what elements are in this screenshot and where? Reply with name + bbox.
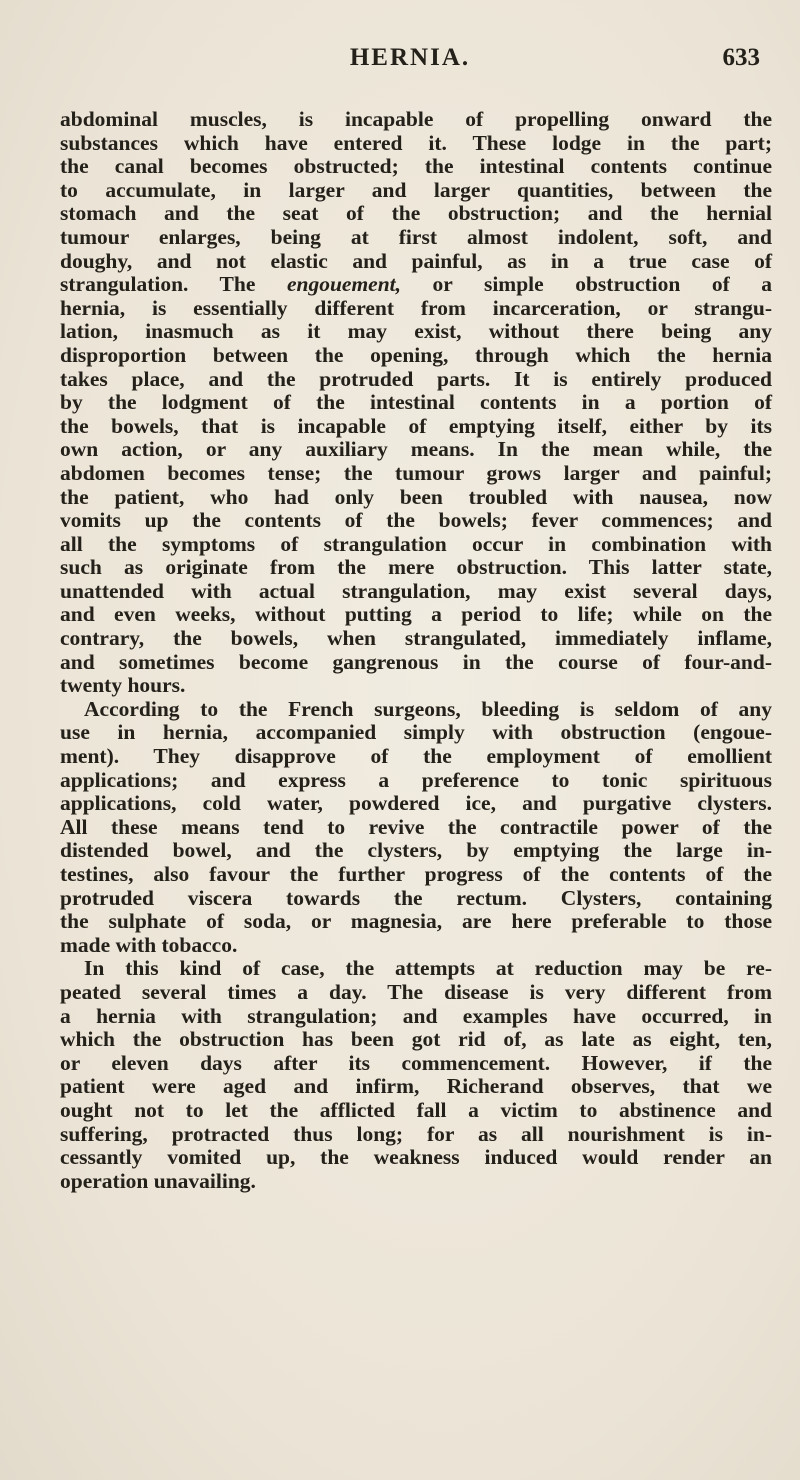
text-line: lation, inasmuch as it may exist, without there being any — [60, 319, 772, 344]
text-line: disproportion between the opening, through which the hernia — [60, 342, 772, 367]
text-line: patient were aged and infirm, Richerand observes, that we — [60, 1074, 772, 1099]
text-line: According to the French surgeons, bleeding is seldom of any — [84, 696, 772, 721]
text-line: and sometimes become gangrenous in the course of four-and- — [60, 649, 772, 674]
text-line: the canal becomes obstructed; the intestinal contents continue — [60, 154, 772, 179]
running-head — [60, 44, 760, 84]
body-text — [60, 108, 772, 1193]
text-line: cessantly vomited up, the weakness induced would render an — [60, 1145, 772, 1170]
italic-term: engouement, — [286, 272, 402, 297]
text-line: suffering, protracted thus long; for as all nourishment is in- — [60, 1121, 772, 1146]
text-line: operation unavailing. — [60, 1168, 256, 1193]
text-line: abdomen becomes tense; the tumour grows larger and painful; — [60, 460, 772, 485]
text-line: to accumulate, in larger and larger quantities, between the — [60, 177, 772, 202]
text-line: ment). They disapprove of the employment of emollient — [60, 744, 772, 769]
text-line: testines, also favour the further progress of the contents of the — [60, 862, 772, 886]
text-line: applications, cold water, powdered ice, and purgative clysters. — [60, 791, 772, 816]
page-number: 633 — [722, 44, 760, 71]
text-line: use in hernia, accompanied simply with obstruction (engoue- — [60, 720, 772, 745]
text-line: substances which have entered it. These lodge in the part; — [60, 130, 772, 155]
text-line: the bowels, that is incapable of emptying itself, either by its — [60, 413, 772, 438]
text-line: all the symptoms of strangulation occur in combination with — [60, 531, 772, 556]
text-line: In this kind of case, the attempts at reduction may be re- — [84, 956, 772, 981]
text-line: by the lodgment of the intestinal contents in a portion of — [60, 390, 772, 415]
running-title: HERNIA. — [349, 44, 471, 71]
text-line: a hernia with strangulation; and examples have occurred, in — [60, 1003, 772, 1028]
text-line: and even weeks, without putting a period to life; while on the — [60, 602, 772, 627]
text-line: own action, or any auxiliary means. In the mean while, the — [60, 437, 772, 462]
text-line: abdominal muscles, is incapable of propelling onward the — [60, 107, 772, 131]
text-line: made with tobacco. — [60, 932, 238, 957]
text-span: strangulation. The — [60, 272, 256, 297]
text-line: twenty hours. — [60, 673, 186, 698]
text-line: unattended with actual strangulation, may exist several days, — [60, 578, 772, 603]
text-line-mixed — [60, 273, 772, 297]
text-line: protruded viscera towards the rectum. Clysters, containing — [60, 885, 772, 910]
text-line: such as originate from the mere obstruction. This latter state, — [60, 555, 772, 580]
text-line: contrary, the bowels, when strangulated, immediately inflame, — [60, 626, 772, 651]
text-line: the sulphate of soda, or magnesia, are here preferable to those — [60, 909, 772, 934]
text-line: distended bowel, and the clysters, by emptying the large in- — [60, 838, 772, 863]
text-line: the patient, who had only been troubled with nausea, now — [60, 484, 772, 509]
text-line: All these means tend to revive the contractile power of the — [60, 814, 772, 839]
text-line: tumour enlarges, being at first almost indolent, soft, and — [60, 224, 772, 249]
text-line: takes place, and the protruded parts. It is entirely produced — [60, 366, 772, 391]
text-line: peated several times a day. The disease is very different from — [60, 979, 772, 1004]
text-line: ought not to let the afflicted fall a victim to abstinence and — [60, 1097, 772, 1122]
text-line: doughy, and not elastic and painful, as in a true case of — [60, 248, 772, 273]
text-line: applications; and express a preference to tonic spirituous — [60, 767, 772, 792]
text-line: which the obstruction has been got rid of, as late as eight, ten, — [60, 1027, 772, 1052]
text-line: hernia, is essentially different from incarceration, or strangu- — [60, 295, 772, 320]
text-line: vomits up the contents of the bowels; fever commences; and — [60, 508, 772, 533]
text-line: or eleven days after its commencement. However, if the — [60, 1050, 772, 1075]
text-line: stomach and the seat of the obstruction; and the hernial — [60, 201, 772, 226]
text-span: or simple obstruction of a — [432, 272, 773, 297]
